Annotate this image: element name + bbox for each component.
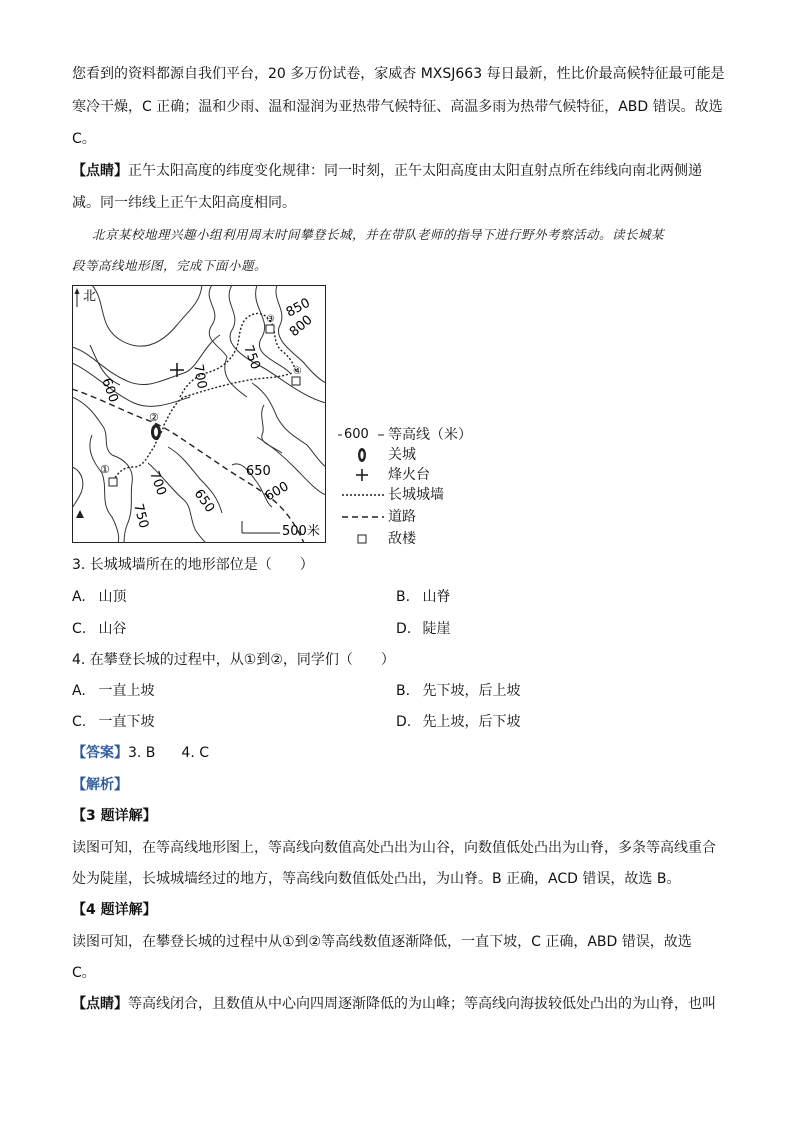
point-label: ② <box>149 411 159 424</box>
paragraph-line: 寒冷干燥，C 正确；温和少雨、温和湿润为亚热带气候特征、高温多雨为热带气候特征，ABD 错误。故选 <box>72 99 723 115</box>
option-b: B. 山脊 <box>396 589 451 605</box>
north-label: 北 <box>83 289 97 304</box>
map-legend: 600 等高线（米） 关城 烽火台 长城城墙 道路 敌楼 <box>338 425 488 550</box>
wall-line-icon <box>338 485 386 505</box>
option-a: A. 一直上坡 <box>72 683 155 699</box>
question-stem: 3. 长城城墙所在的地形部位是（ ） <box>72 557 314 573</box>
tip-tag: 【点睛】 <box>72 996 128 1012</box>
watchtower-icon <box>109 478 117 486</box>
road-line-icon <box>338 507 386 527</box>
answer-tag: 【答案】 <box>72 745 128 761</box>
contour-label: 700 <box>190 363 210 391</box>
analysis-tag: 【解析】 <box>72 777 128 793</box>
contour-label: 650 <box>246 464 271 479</box>
watchtower-icon <box>266 325 274 333</box>
point-label: ④ <box>293 366 302 377</box>
contour-sample: 600 <box>344 427 369 442</box>
paragraph-line: 减。同一纬线上正午太阳高度相同。 <box>72 195 296 211</box>
option-d: D. 陡崖 <box>396 621 451 637</box>
paragraph-line: 读图可知，在攀登长城的过程中从①到②等高线数值逐渐降低，一直下坡，C 正确，ABD 错误，故选 <box>72 934 692 950</box>
option-b: B. 先下坡，后上坡 <box>396 683 521 699</box>
contour-label: 700 <box>146 469 169 498</box>
option-c: C. 山谷 <box>72 621 127 637</box>
paragraph-line: C。 <box>72 965 96 981</box>
paragraph-line: 处为陡崖，长城城墙经过的地方，等高线向数值低处凸出，为山脊。B 正确，ACD 错误，故选 B。 <box>72 871 681 887</box>
tip-paragraph: 【点睛】等高线闭合，且数值从中心向四周逐渐降低的为山峰；等高线向海拔较低处凸出的为山脊，也叫 <box>72 996 716 1012</box>
tip-paragraph <box>72 161 702 181</box>
detail-heading: 【3 题详解】 <box>72 808 157 824</box>
option-c: C. 一直下坡 <box>72 714 155 730</box>
contour-label: 650 <box>190 486 218 516</box>
point-label: ③ <box>266 314 275 325</box>
paragraph-line: 您看到的资料都源自我们平台，20 多万份试卷，家威杏 MXSJ663 每日最新，性比价最高候特征最可能是 <box>72 66 725 82</box>
contour-label: 750 <box>240 343 263 372</box>
option-a: A. 山顶 <box>72 589 127 605</box>
option-d: D. 先上坡，后下坡 <box>396 714 521 730</box>
answer-line: 【答案】3. B 4. C <box>72 745 210 761</box>
contour-label: 850 <box>283 295 313 321</box>
tip-tag: 【点睛】 <box>72 163 128 179</box>
question-stem: 4. 在攀登长城的过程中，从①到②，同学们（ ） <box>72 652 395 668</box>
point-label: ① <box>100 463 110 476</box>
contour-label: 600 <box>98 376 121 405</box>
paragraph-line: C。 <box>72 131 96 147</box>
scale-label: 500米 <box>282 524 320 539</box>
intro-line: 段等高线地形图，完成下面小题。 <box>72 258 268 273</box>
contour-label: 800 <box>286 312 316 341</box>
detail-heading: 【4 题详解】 <box>72 902 157 918</box>
beacon-tower-icon <box>338 465 386 485</box>
watchtower-icon <box>338 529 386 549</box>
contour-label: 600 <box>262 479 292 505</box>
tip-text: 正午太阳高度的纬度变化规律：同一时刻，正午太阳高度由太阳直射点所在纬线向南北两侧递 <box>128 163 702 179</box>
pass-fort-icon <box>151 424 161 440</box>
intro-line: 北京某校地理兴趣小组利用周末时间攀登长城，并在带队老师的指导下进行野外考察活动。读长城某 <box>92 227 665 242</box>
watchtower-icon <box>292 377 300 385</box>
contour-map <box>72 285 326 543</box>
contour-label: 750 <box>130 502 152 531</box>
paragraph-line: 读图可知，在等高线地形图上，等高线向数值高处凸出为山谷，向数值低处凸出为山脊，多条等高线重合 <box>72 840 716 856</box>
